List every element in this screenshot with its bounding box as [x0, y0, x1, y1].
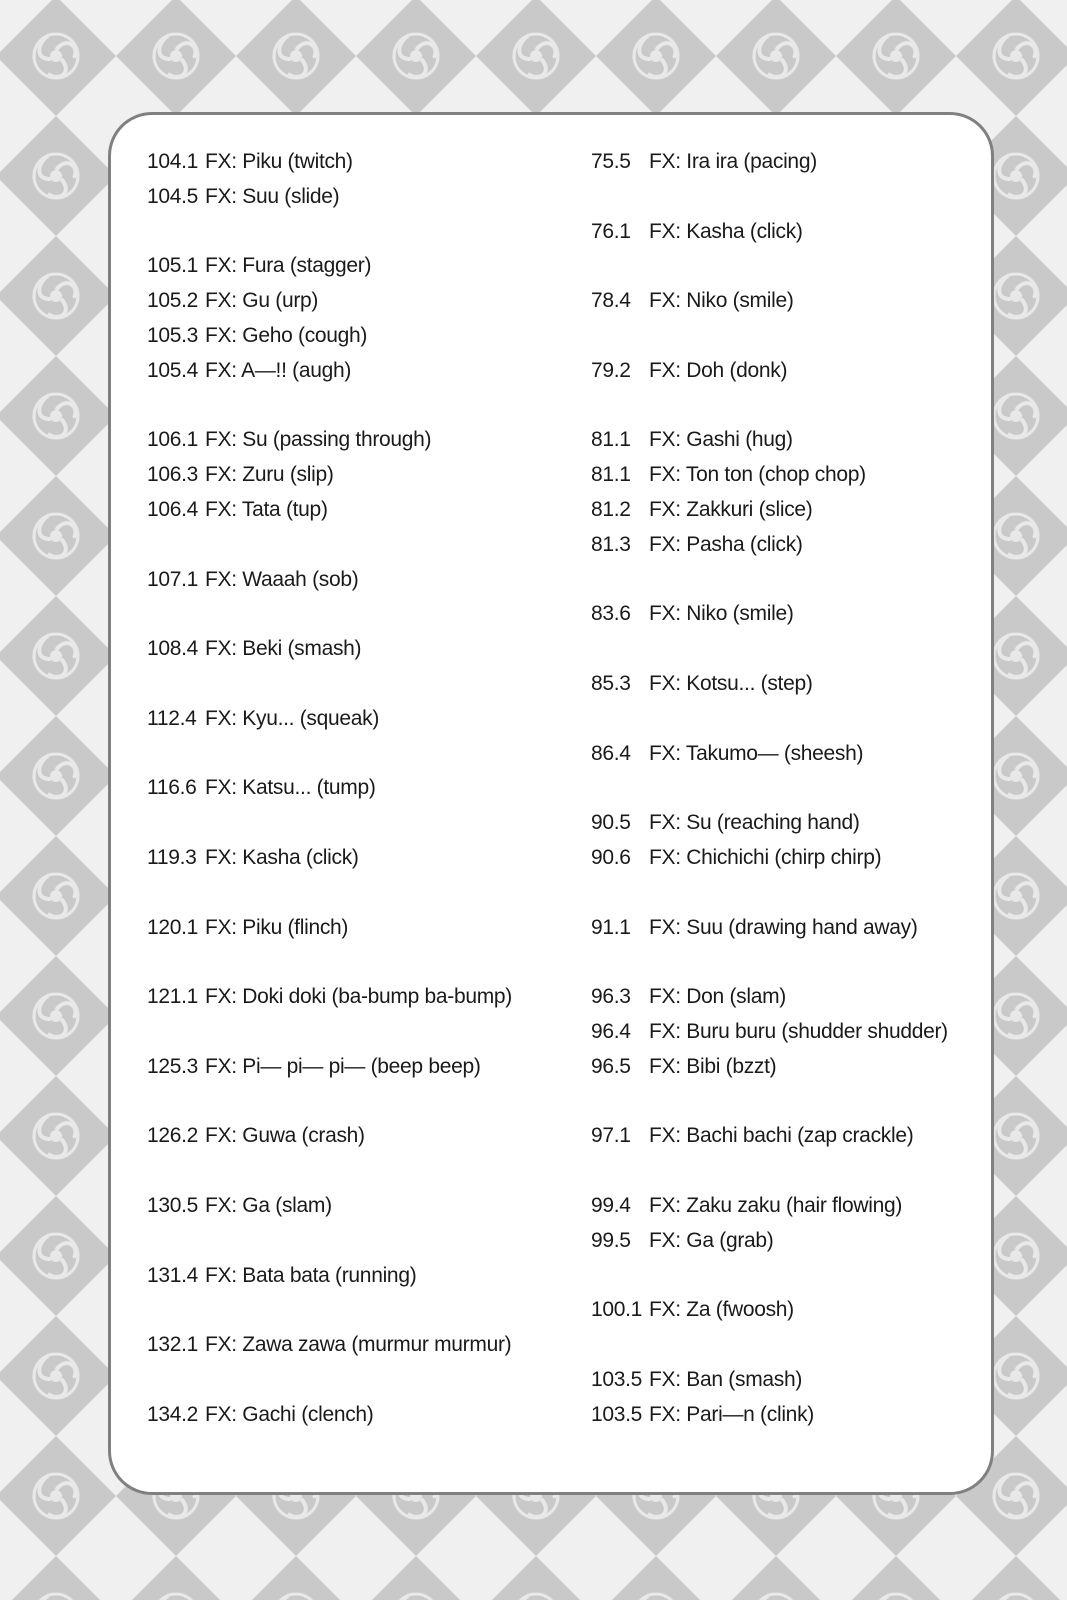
fx-translation: FX: Zaku zaku (hair flowing): [649, 1194, 903, 1217]
page-number: 103.5: [591, 1368, 643, 1391]
page-number: 78.4: [591, 289, 631, 313]
page-number: 99.5: [591, 1228, 631, 1252]
page-number: 85.3: [591, 672, 631, 695]
page-number: 107.1: [147, 567, 199, 591]
page-number: 125.3: [147, 1054, 199, 1078]
fx-translation: FX: Pasha (click): [649, 532, 803, 556]
fx-translation: FX: Ga (slam): [205, 1194, 332, 1217]
fx-entry: [591, 1297, 794, 1323]
fx-entry: [147, 1193, 332, 1219]
page-number: 120.1: [147, 915, 199, 939]
fx-entry: [147, 149, 353, 175]
fx-translation: FX: Doh (donk): [649, 358, 788, 382]
fx-entry: [147, 1123, 365, 1149]
fx-entry: [591, 601, 794, 627]
fx-entry: [591, 462, 866, 488]
fx-translation: FX: Gu (urp): [205, 289, 319, 313]
fx-entry: [591, 1193, 902, 1219]
page-number: 96.3: [591, 985, 631, 1009]
fx-entry: [147, 1402, 374, 1428]
fx-translation: FX: Don (slam): [649, 985, 786, 1009]
fx-entry: [147, 253, 371, 279]
fx-translation: FX: Ban (smash): [649, 1368, 803, 1391]
fx-entry: [591, 1054, 776, 1080]
fx-translation: FX: Bachi bachi (zap crackle): [649, 1124, 914, 1148]
fx-entry: [591, 149, 817, 175]
fx-translation: FX: Kasha (click): [649, 219, 803, 243]
page-number: 96.5: [591, 1054, 631, 1078]
fx-entry: [147, 1263, 416, 1289]
fx-translation: FX: Beki (smash): [205, 637, 362, 661]
fx-entry: [147, 497, 328, 523]
page-number: 81.1: [591, 463, 631, 487]
fx-entry: [591, 984, 786, 1010]
page-number: 99.4: [591, 1194, 631, 1217]
fx-entry: [591, 427, 793, 453]
fx-entry: [591, 1367, 802, 1393]
page-number: 103.5: [591, 1402, 643, 1426]
page-number: 105.1: [147, 254, 199, 278]
page-number: 76.1: [591, 219, 631, 243]
fx-translation: FX: Gachi (clench): [205, 1402, 374, 1426]
fx-entry: [591, 1228, 773, 1254]
fx-translation: FX: Zakkuri (slice): [649, 498, 813, 521]
fx-translation: FX: Chichichi (chirp chirp): [649, 846, 882, 869]
page-number: 106.4: [147, 498, 199, 521]
fx-translation: FX: Kasha (click): [205, 846, 359, 869]
fx-entry: [147, 323, 367, 349]
fx-entry: [591, 288, 794, 314]
page-number: 116.6: [147, 776, 197, 800]
fx-entry: [591, 532, 803, 558]
fx-translation: FX: Guwa (crash): [205, 1124, 365, 1148]
fx-entry: [591, 741, 863, 767]
page-number: 106.1: [147, 428, 199, 452]
fx-entry: [147, 1332, 511, 1358]
page-number: 104.1: [147, 150, 199, 173]
fx-entry: [147, 462, 334, 488]
page-number: 105.2: [147, 289, 199, 313]
page-number: 131.4: [147, 1263, 199, 1287]
fx-translation: FX: Bibi (bzzt): [649, 1054, 777, 1078]
page-number: 106.3: [147, 463, 199, 487]
fx-translation: FX: Geho (cough): [205, 324, 368, 347]
page-number: 134.2: [147, 1402, 199, 1426]
page-number: 91.1: [591, 915, 631, 939]
fx-translation: FX: Gashi (hug): [649, 428, 793, 452]
page-number: 130.5: [147, 1194, 199, 1217]
fx-entry: [147, 706, 379, 732]
page-number: 126.2: [147, 1124, 199, 1148]
fx-entry: [591, 1402, 814, 1428]
fx-translation: FX: Ton ton (chop chop): [649, 463, 866, 487]
fx-entry: [147, 845, 359, 871]
fx-entry: [147, 184, 339, 210]
page-number: 83.6: [591, 602, 631, 626]
fx-translation: FX: Kotsu... (step): [649, 672, 813, 695]
fx-translation: FX: Niko (smile): [649, 602, 794, 626]
fx-entry: [591, 1123, 913, 1149]
fx-translation: FX: Fura (stagger): [205, 254, 372, 278]
fx-entry: [591, 810, 860, 836]
fx-translation: FX: Buru buru (shudder shudder): [649, 1020, 948, 1043]
page-number: 81.3: [591, 532, 631, 556]
page-number: 108.4: [147, 637, 199, 661]
page-number: 81.2: [591, 498, 631, 521]
page-number: 97.1: [591, 1124, 631, 1148]
page-number: 105.4: [147, 358, 199, 382]
fx-translation: FX: Za (fwoosh): [649, 1298, 794, 1322]
fx-translation: FX: Zuru (slip): [205, 463, 334, 487]
page-number: 112.4: [147, 706, 197, 730]
fx-translation: FX: Doki doki (ba-bump ba-bump): [205, 985, 512, 1009]
page-number: 100.1: [591, 1298, 643, 1322]
fx-translation: FX: Suu (slide): [205, 184, 340, 208]
page-number: 121.1: [147, 985, 199, 1009]
page-number: 90.5: [591, 811, 631, 835]
page-number: 81.1: [591, 428, 631, 452]
fx-entry: [147, 1054, 481, 1080]
fx-translation: FX: Bata bata (running): [205, 1263, 417, 1287]
fx-translation: FX: Tata (tup): [205, 498, 328, 521]
fx-entry: [591, 497, 812, 523]
page-number: 90.6: [591, 846, 631, 869]
fx-entry: [591, 915, 918, 941]
fx-entry: [147, 358, 351, 384]
page-number: 104.5: [147, 184, 199, 208]
page-number: 132.1: [147, 1333, 199, 1357]
fx-entry: [591, 845, 881, 871]
fx-translation: FX: Piku (twitch): [205, 150, 353, 173]
fx-translation: FX: Katsu... (tump): [205, 776, 376, 800]
fx-translation: FX: Ga (grab): [649, 1228, 774, 1252]
fx-translation: FX: Kyu... (squeak): [205, 706, 380, 730]
page-number: 75.5: [591, 150, 631, 173]
fx-translation: FX: Pari—n (clink): [649, 1402, 814, 1426]
fx-translation: FX: Pi— pi— pi— (beep beep): [205, 1054, 481, 1078]
fx-entry: [591, 358, 787, 384]
fx-translation: FX: Zawa zawa (murmur murmur): [205, 1333, 512, 1357]
fx-entry: [147, 427, 431, 453]
fx-translation: FX: Su (reaching hand): [649, 811, 860, 835]
fx-entry: [147, 567, 358, 593]
fx-entry: [591, 671, 813, 697]
fx-translation: FX: A—!! (augh): [205, 358, 352, 382]
page-number: 79.2: [591, 358, 631, 382]
page-number: 119.3: [147, 846, 197, 869]
fx-entry: [147, 288, 318, 314]
fx-entry: [147, 984, 512, 1010]
fx-entry: [591, 219, 803, 245]
page-number: 96.4: [591, 1020, 631, 1043]
fx-entry: [147, 775, 376, 801]
fx-entry: [591, 1019, 948, 1045]
fx-translation: FX: Suu (drawing hand away): [649, 915, 918, 939]
fx-entry: [147, 915, 348, 941]
page-number: 105.3: [147, 324, 199, 347]
fx-translation: FX: Ira ira (pacing): [649, 150, 817, 173]
fx-entry: [147, 636, 361, 662]
fx-translation: FX: Takumo— (sheesh): [649, 741, 864, 765]
fx-translation: FX: Su (passing through): [205, 428, 432, 452]
fx-translation: FX: Waaah (sob): [205, 567, 359, 591]
fx-glossary-panel: [108, 112, 994, 1495]
page-number: 86.4: [591, 741, 631, 765]
fx-translation: FX: Niko (smile): [649, 289, 794, 313]
fx-translation: FX: Piku (flinch): [205, 915, 349, 939]
